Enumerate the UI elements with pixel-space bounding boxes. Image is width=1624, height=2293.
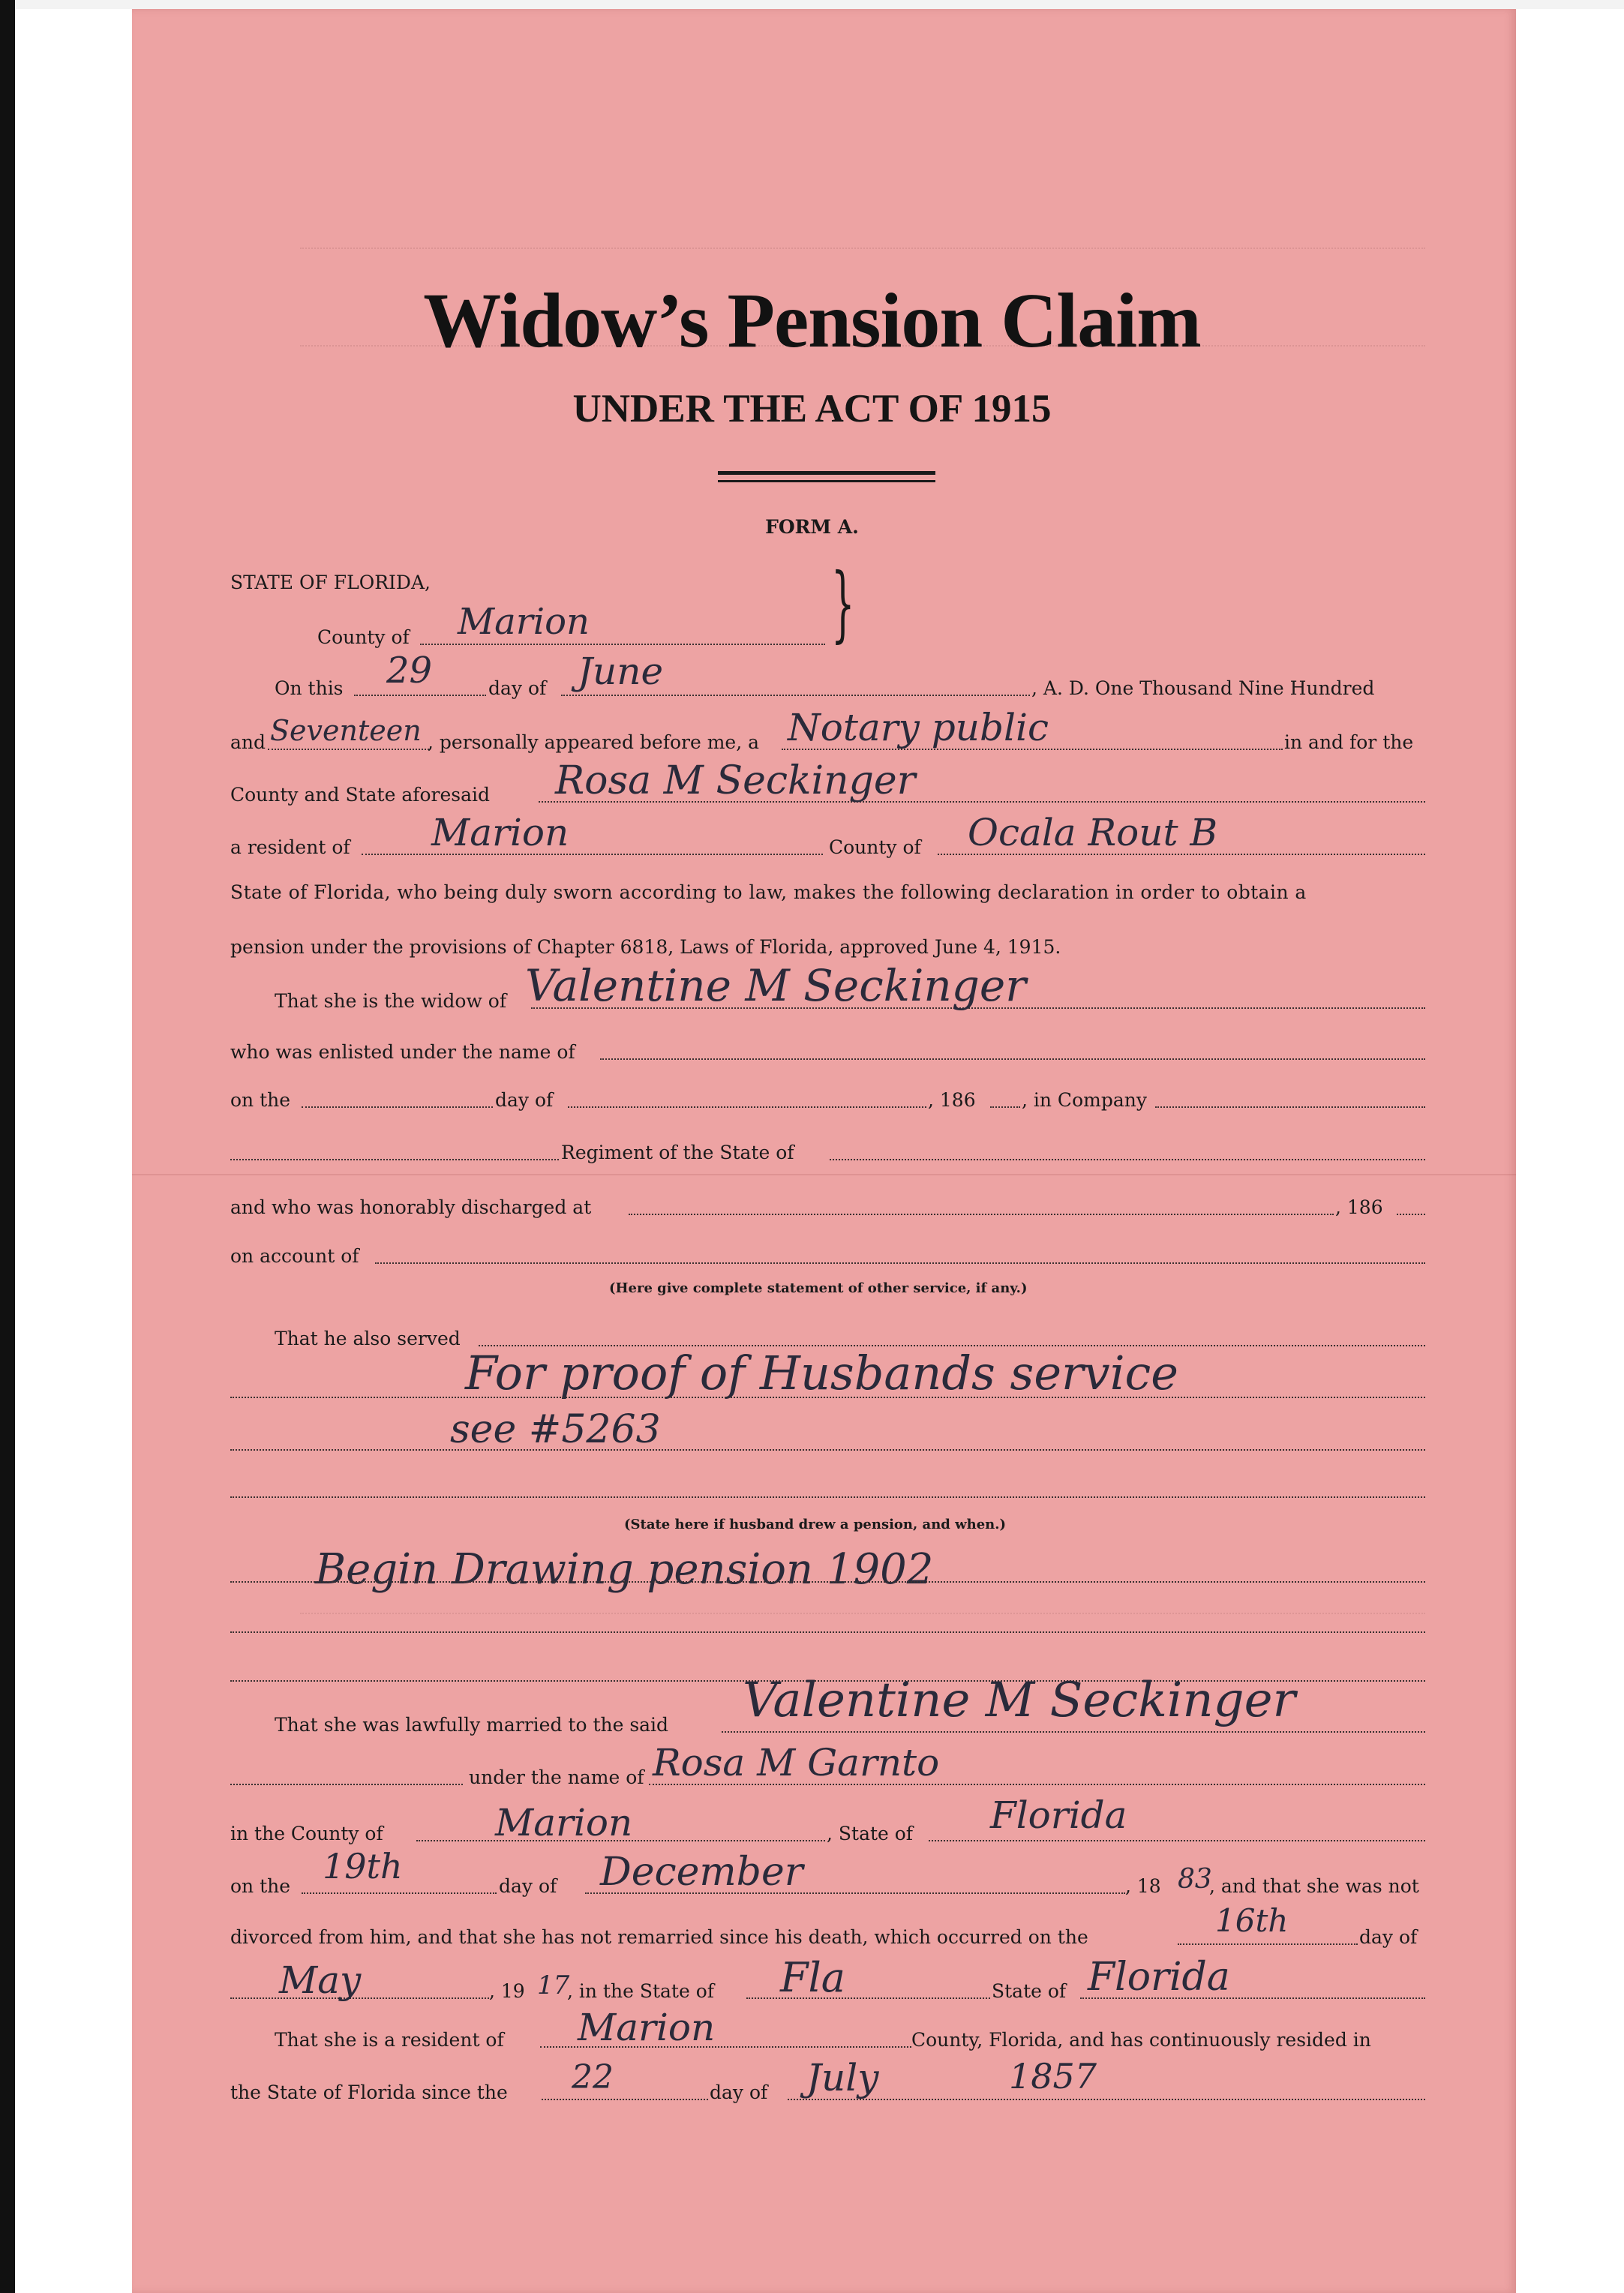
claimant-handwritten: Rosa M Seckinger: [555, 758, 916, 803]
service-proof-handwritten: For proof of Husbands service: [465, 1346, 1178, 1400]
day-of-label: day of: [488, 677, 547, 699]
married-state-handwritten: Florida: [990, 1793, 1127, 1837]
not-divorced-text: , and that she was not: [1209, 1875, 1419, 1897]
since-day-dotted-line: [542, 2099, 708, 2100]
also-served-label: That he also served: [275, 1328, 461, 1349]
year-186-dotted-line: [990, 1106, 1020, 1108]
since-year-handwritten: 1857: [1009, 2056, 1097, 2096]
discharged-dotted-line: [629, 1214, 1334, 1215]
bleed-through-line: [300, 248, 1425, 249]
page-subtitle: UNDER THE ACT OF 1915: [572, 387, 1052, 431]
death-state2-handwritten: Florida: [1088, 1955, 1230, 2000]
since-label: the State of Florida since the: [230, 2081, 508, 2103]
pension-dotted-line-1: [230, 1581, 1425, 1583]
scan-top-edge: [0, 0, 1624, 9]
service-dotted-line-4: [230, 1496, 1425, 1498]
under-name-label: under the name of: [469, 1766, 644, 1788]
in-county-label: in the County of: [230, 1823, 383, 1844]
resident-of-label: a resident of: [230, 836, 350, 858]
enlisted-dotted-line: [600, 1058, 1425, 1060]
resident-line-label: That she is a resident of: [275, 2029, 504, 2051]
month-handwritten: June: [578, 650, 664, 693]
married-month-handwritten: December: [600, 1850, 803, 1895]
under-name-lead-dotted-line: [230, 1784, 463, 1785]
officer-handwritten: Notary public: [788, 706, 1049, 749]
since-month-handwritten: July: [806, 2056, 879, 2099]
pension-provision-text: pension under the provisions of Chapter 6818, Laws of Florida, approved June 4, 1915.: [230, 936, 1061, 958]
personally-text: , personally appeared before me, a: [428, 731, 759, 753]
on-this-label: On this: [275, 677, 344, 699]
resident-handwritten: Marion: [431, 811, 569, 854]
day-of-label-2: day of: [495, 1089, 554, 1111]
county-handwritten: Marion: [458, 601, 590, 643]
pension-handwritten: Begin Drawing pension 1902: [315, 1545, 934, 1594]
death-year-prefix: , 19: [489, 1980, 525, 2002]
company-dotted-line: [1155, 1106, 1425, 1108]
resident-county-handwritten: Marion: [578, 2006, 716, 2049]
pension-dotted-line-2: [230, 1631, 1425, 1633]
company-label: , in Company: [1022, 1089, 1147, 1111]
day-of-dotted-line-2: [568, 1106, 926, 1108]
page-title: Widow’s Pension Claim: [423, 278, 1201, 364]
discharged-label: and who was honorably discharged at: [230, 1196, 592, 1218]
death-day-dotted-line: [1178, 1943, 1358, 1945]
year-186-label: , 186: [928, 1089, 976, 1111]
married-day-dotted-line: [302, 1892, 497, 1894]
and-label: and: [230, 731, 266, 753]
day-dotted-line: [354, 695, 486, 696]
since-day-handwritten: 22: [572, 2058, 614, 2096]
county-label: County of: [317, 626, 410, 648]
death-month-handwritten: May: [279, 1958, 362, 2002]
year-handwritten: Seventeen: [270, 714, 422, 747]
day-of-label-3: day of: [1359, 1926, 1418, 1948]
married-to-label: That she was lawfully married to the said: [275, 1714, 669, 1736]
on-the-label: on the: [230, 1089, 291, 1111]
header-rule: [718, 480, 935, 482]
divorced-text: divorced from him, and that she has not remarried since his death, which occurred on the: [230, 1926, 1088, 1948]
county-florida-text: County, Florida, and has continuously resided in: [911, 2029, 1371, 2051]
header-rule: [718, 471, 935, 475]
service-dotted-line-3: [230, 1449, 1425, 1451]
bleed-through-line: [300, 1613, 1425, 1614]
state-header: STATE OF FLORIDA,: [230, 572, 431, 593]
in-and-for-text: in and for the: [1284, 731, 1414, 753]
regiment-state-dotted-line: [830, 1159, 1425, 1160]
since-date-dotted-line: [788, 2099, 1425, 2100]
fold-line: [132, 1174, 1516, 1175]
month-dotted-line: [561, 695, 1030, 696]
year-dotted-line: [268, 749, 429, 750]
county-of-handwritten: Ocala Rout B: [968, 811, 1218, 854]
married-to-handwritten: Valentine M Seckinger: [743, 1673, 1296, 1728]
enlisted-label: who was enlisted under the name of: [230, 1041, 575, 1063]
married-year-handwritten: 83: [1178, 1864, 1212, 1895]
year-186b-label: , 186: [1335, 1196, 1383, 1218]
married-day-of-label: day of: [499, 1875, 557, 1897]
county-of-label: County of: [829, 836, 921, 858]
county-dotted-line: [420, 644, 825, 645]
married-day-handwritten: 19th: [323, 1846, 403, 1886]
year-186b-dotted-line: [1397, 1214, 1425, 1215]
widow-of-label: That she is the widow of: [275, 990, 507, 1012]
death-year-handwritten: 17: [537, 1970, 570, 2000]
pension-note: (State here if husband drew a pension, and when.): [624, 1517, 1007, 1532]
regiment-dotted-line: [230, 1159, 559, 1160]
brace: }: [831, 555, 855, 651]
ad-text: , A. D. One Thousand Nine Hundred: [1031, 677, 1375, 699]
married-county-handwritten: Marion: [495, 1801, 633, 1844]
married-on-the-label: on the: [230, 1875, 291, 1897]
state-of-label: , State of: [827, 1823, 914, 1844]
declaration-text: State of Florida, who being duly sworn according to law, makes the following declaration in order to obtain a: [230, 881, 1307, 903]
on-the-dotted-line: [302, 1106, 493, 1108]
on-account-dotted-line: [375, 1262, 1425, 1264]
regiment-label: Regiment of the State of: [561, 1142, 794, 1163]
other-service-note: (Here give complete statement of other service, if any.): [609, 1280, 1028, 1296]
on-account-label: on account of: [230, 1245, 359, 1267]
state-of-label-2: State of: [992, 1980, 1067, 2002]
maiden-name-handwritten: Rosa M Garnto: [653, 1741, 940, 1784]
in-state-of-label: , in the State of: [567, 1980, 714, 2002]
since-day-of-label: day of: [710, 2081, 768, 2103]
aforesaid-label: County and State aforesaid: [230, 784, 491, 806]
day-handwritten: 29: [386, 650, 433, 692]
married-year-prefix: , 18: [1125, 1875, 1161, 1897]
married-state-dotted-line: [929, 1840, 1425, 1841]
form-label: FORM A.: [765, 516, 859, 538]
death-day-handwritten: 16th: [1215, 1902, 1289, 1939]
death-state-handwritten: Fla: [780, 1954, 845, 2001]
husband-handwritten: Valentine M Seckinger: [525, 960, 1026, 1011]
service-dotted-line-2: [230, 1397, 1425, 1398]
married-to-dotted-line: [722, 1731, 1425, 1733]
service-reference-handwritten: see #5263: [450, 1407, 661, 1452]
